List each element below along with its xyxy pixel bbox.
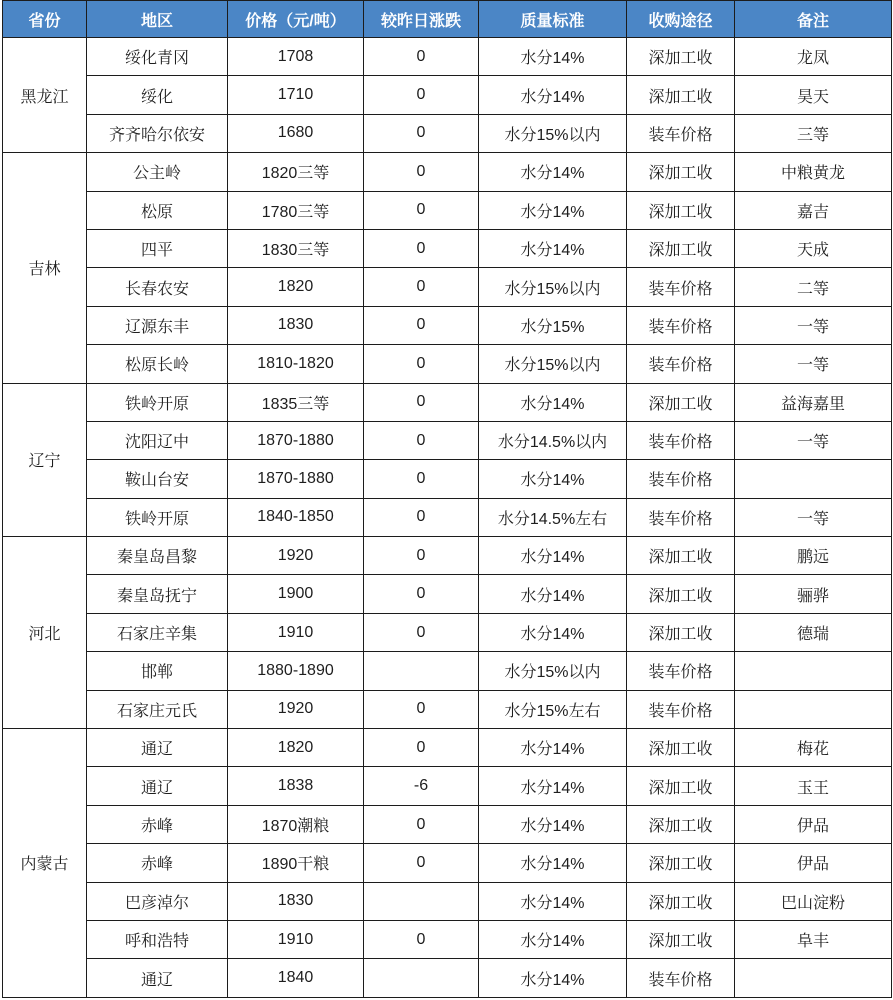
cell-quality: 水分14%	[479, 844, 627, 882]
cell-region: 石家庄辛集	[87, 613, 228, 651]
cell-region: 秦皇岛抚宁	[87, 575, 228, 613]
cell-price: 1870-1880	[228, 421, 364, 459]
table-row	[3, 268, 892, 306]
corn-price-table	[2, 0, 892, 998]
cell-region: 通辽	[87, 729, 228, 767]
cell-change: 0	[364, 498, 479, 536]
cell-channel: 深加工收	[627, 229, 735, 267]
cell-change: 0	[364, 690, 479, 728]
cell-price: 1835三等	[228, 383, 364, 421]
cell-quality: 水分14%	[479, 537, 627, 575]
cell-channel: 深加工收	[627, 844, 735, 882]
cell-region: 赤峰	[87, 805, 228, 843]
cell-change	[364, 882, 479, 920]
table-row	[3, 652, 892, 690]
cell-channel: 装车价格	[627, 690, 735, 728]
table-row	[3, 460, 892, 498]
cell-quality: 水分14%	[479, 191, 627, 229]
table-header	[3, 1, 892, 38]
table-row	[3, 537, 892, 575]
header-province: 省份	[3, 1, 87, 38]
cell-region: 辽源东丰	[87, 306, 228, 344]
table-row	[3, 882, 892, 920]
cell-region: 长春农安	[87, 268, 228, 306]
cell-change: 0	[364, 421, 479, 459]
table-row	[3, 575, 892, 613]
cell-price: 1910	[228, 613, 364, 651]
cell-note: 伊品	[735, 844, 892, 882]
table-row	[3, 191, 892, 229]
cell-price: 1830	[228, 306, 364, 344]
cell-note: 一等	[735, 345, 892, 383]
cell-channel: 深加工收	[627, 805, 735, 843]
cell-region: 通辽	[87, 959, 228, 997]
cell-region: 绥化青冈	[87, 38, 228, 76]
cell-channel: 深加工收	[627, 537, 735, 575]
cell-note: 龙凤	[735, 38, 892, 76]
table-row	[3, 114, 892, 152]
cell-price: 1870潮粮	[228, 805, 364, 843]
cell-note: 一等	[735, 306, 892, 344]
cell-channel: 装车价格	[627, 268, 735, 306]
cell-region: 鞍山台安	[87, 460, 228, 498]
cell-channel: 装车价格	[627, 959, 735, 997]
cell-price: 1920	[228, 537, 364, 575]
cell-change: 0	[364, 76, 479, 114]
cell-change: 0	[364, 537, 479, 575]
cell-quality: 水分14.5%左右	[479, 498, 627, 536]
cell-note	[735, 690, 892, 728]
cell-price: 1820三等	[228, 153, 364, 191]
cell-quality: 水分14%	[479, 38, 627, 76]
cell-region: 铁岭开原	[87, 383, 228, 421]
cell-region: 石家庄元氏	[87, 690, 228, 728]
table-row	[3, 153, 892, 191]
cell-channel: 装车价格	[627, 460, 735, 498]
cell-quality: 水分14%	[479, 959, 627, 997]
cell-price: 1830	[228, 882, 364, 920]
cell-price: 1920	[228, 690, 364, 728]
cell-quality: 水分14%	[479, 920, 627, 958]
table-row	[3, 729, 892, 767]
cell-channel: 深加工收	[627, 575, 735, 613]
cell-channel: 深加工收	[627, 38, 735, 76]
table-row	[3, 345, 892, 383]
cell-region: 松原	[87, 191, 228, 229]
cell-note: 三等	[735, 114, 892, 152]
header-region: 地区	[87, 1, 228, 38]
cell-price: 1890干粮	[228, 844, 364, 882]
cell-region: 邯郸	[87, 652, 228, 690]
cell-quality: 水分14%	[479, 229, 627, 267]
cell-change	[364, 652, 479, 690]
cell-region: 齐齐哈尔依安	[87, 114, 228, 152]
cell-quality: 水分15%	[479, 306, 627, 344]
header-row	[3, 1, 892, 38]
cell-change: 0	[364, 38, 479, 76]
cell-channel: 深加工收	[627, 729, 735, 767]
cell-price: 1880-1890	[228, 652, 364, 690]
cell-note: 巴山淀粉	[735, 882, 892, 920]
cell-price: 1810-1820	[228, 345, 364, 383]
cell-note: 骊骅	[735, 575, 892, 613]
table-row	[3, 805, 892, 843]
cell-channel: 装车价格	[627, 306, 735, 344]
table-row	[3, 76, 892, 114]
cell-quality: 水分14%	[479, 805, 627, 843]
cell-change: 0	[364, 383, 479, 421]
cell-note	[735, 652, 892, 690]
cell-province: 辽宁	[3, 383, 87, 537]
cell-change: 0	[364, 844, 479, 882]
table-row	[3, 383, 892, 421]
cell-region: 通辽	[87, 767, 228, 805]
cell-channel: 装车价格	[627, 345, 735, 383]
cell-quality: 水分15%左右	[479, 690, 627, 728]
table-row	[3, 498, 892, 536]
cell-note: 一等	[735, 421, 892, 459]
cell-region: 公主岭	[87, 153, 228, 191]
cell-channel: 深加工收	[627, 76, 735, 114]
cell-note: 天成	[735, 229, 892, 267]
cell-change: 0	[364, 153, 479, 191]
cell-price: 1838	[228, 767, 364, 805]
cell-quality: 水分15%以内	[479, 268, 627, 306]
cell-note: 嘉吉	[735, 191, 892, 229]
cell-note: 阜丰	[735, 920, 892, 958]
cell-change: 0	[364, 920, 479, 958]
cell-price: 1870-1880	[228, 460, 364, 498]
cell-channel: 深加工收	[627, 153, 735, 191]
cell-quality: 水分14%	[479, 383, 627, 421]
table-row	[3, 613, 892, 651]
table-row	[3, 690, 892, 728]
table-row	[3, 844, 892, 882]
cell-quality: 水分14%	[479, 575, 627, 613]
cell-channel: 装车价格	[627, 114, 735, 152]
table-row	[3, 920, 892, 958]
cell-price: 1840-1850	[228, 498, 364, 536]
cell-change: 0	[364, 306, 479, 344]
cell-region: 铁岭开原	[87, 498, 228, 536]
cell-price: 1708	[228, 38, 364, 76]
cell-province: 吉林	[3, 153, 87, 383]
cell-province: 河北	[3, 537, 87, 729]
cell-note: 一等	[735, 498, 892, 536]
cell-quality: 水分15%以内	[479, 652, 627, 690]
cell-quality: 水分14%	[479, 153, 627, 191]
cell-region: 沈阳辽中	[87, 421, 228, 459]
cell-quality: 水分14%	[479, 460, 627, 498]
cell-change: 0	[364, 729, 479, 767]
cell-price: 1680	[228, 114, 364, 152]
header-change: 较昨日涨跌	[364, 1, 479, 38]
cell-channel: 深加工收	[627, 613, 735, 651]
cell-change: 0	[364, 460, 479, 498]
table-row	[3, 306, 892, 344]
header-price: 价格（元/吨）	[228, 1, 364, 38]
cell-region: 呼和浩特	[87, 920, 228, 958]
cell-channel: 深加工收	[627, 920, 735, 958]
header-quality: 质量标准	[479, 1, 627, 38]
cell-channel: 深加工收	[627, 882, 735, 920]
table-body	[3, 38, 892, 998]
cell-change: 0	[364, 191, 479, 229]
cell-change	[364, 959, 479, 997]
cell-note: 二等	[735, 268, 892, 306]
cell-change: 0	[364, 575, 479, 613]
cell-note: 梅花	[735, 729, 892, 767]
cell-price: 1710	[228, 76, 364, 114]
cell-change: 0	[364, 345, 479, 383]
cell-note: 德瑞	[735, 613, 892, 651]
cell-note: 益海嘉里	[735, 383, 892, 421]
cell-quality: 水分14%	[479, 767, 627, 805]
cell-channel: 深加工收	[627, 191, 735, 229]
cell-price: 1830三等	[228, 229, 364, 267]
table-row	[3, 229, 892, 267]
cell-price: 1900	[228, 575, 364, 613]
cell-region: 松原长岭	[87, 345, 228, 383]
cell-change: 0	[364, 229, 479, 267]
cell-price: 1820	[228, 729, 364, 767]
cell-note: 昊天	[735, 76, 892, 114]
cell-region: 四平	[87, 229, 228, 267]
cell-change: 0	[364, 805, 479, 843]
cell-note: 玉王	[735, 767, 892, 805]
cell-channel: 装车价格	[627, 652, 735, 690]
cell-quality: 水分14%	[479, 882, 627, 920]
cell-region: 赤峰	[87, 844, 228, 882]
cell-price: 1820	[228, 268, 364, 306]
cell-quality: 水分14%	[479, 613, 627, 651]
cell-province: 黑龙江	[3, 38, 87, 153]
cell-price: 1910	[228, 920, 364, 958]
table-row	[3, 959, 892, 997]
cell-province: 内蒙古	[3, 729, 87, 998]
table-row	[3, 38, 892, 76]
header-channel: 收购途径	[627, 1, 735, 38]
cell-change: 0	[364, 114, 479, 152]
cell-quality: 水分14.5%以内	[479, 421, 627, 459]
cell-quality: 水分15%以内	[479, 345, 627, 383]
cell-change: -6	[364, 767, 479, 805]
cell-channel: 深加工收	[627, 767, 735, 805]
table-row	[3, 767, 892, 805]
cell-quality: 水分15%以内	[479, 114, 627, 152]
cell-region: 绥化	[87, 76, 228, 114]
header-note: 备注	[735, 1, 892, 38]
cell-price: 1840	[228, 959, 364, 997]
cell-channel: 深加工收	[627, 383, 735, 421]
cell-region: 秦皇岛昌黎	[87, 537, 228, 575]
cell-change: 0	[364, 268, 479, 306]
cell-price: 1780三等	[228, 191, 364, 229]
cell-note: 中粮黄龙	[735, 153, 892, 191]
cell-change: 0	[364, 613, 479, 651]
cell-quality: 水分14%	[479, 729, 627, 767]
cell-quality: 水分14%	[479, 76, 627, 114]
table-row	[3, 421, 892, 459]
cell-note	[735, 959, 892, 997]
cell-channel: 装车价格	[627, 498, 735, 536]
cell-note	[735, 460, 892, 498]
cell-region: 巴彦淖尔	[87, 882, 228, 920]
cell-note: 鹏远	[735, 537, 892, 575]
cell-channel: 装车价格	[627, 421, 735, 459]
cell-note: 伊品	[735, 805, 892, 843]
